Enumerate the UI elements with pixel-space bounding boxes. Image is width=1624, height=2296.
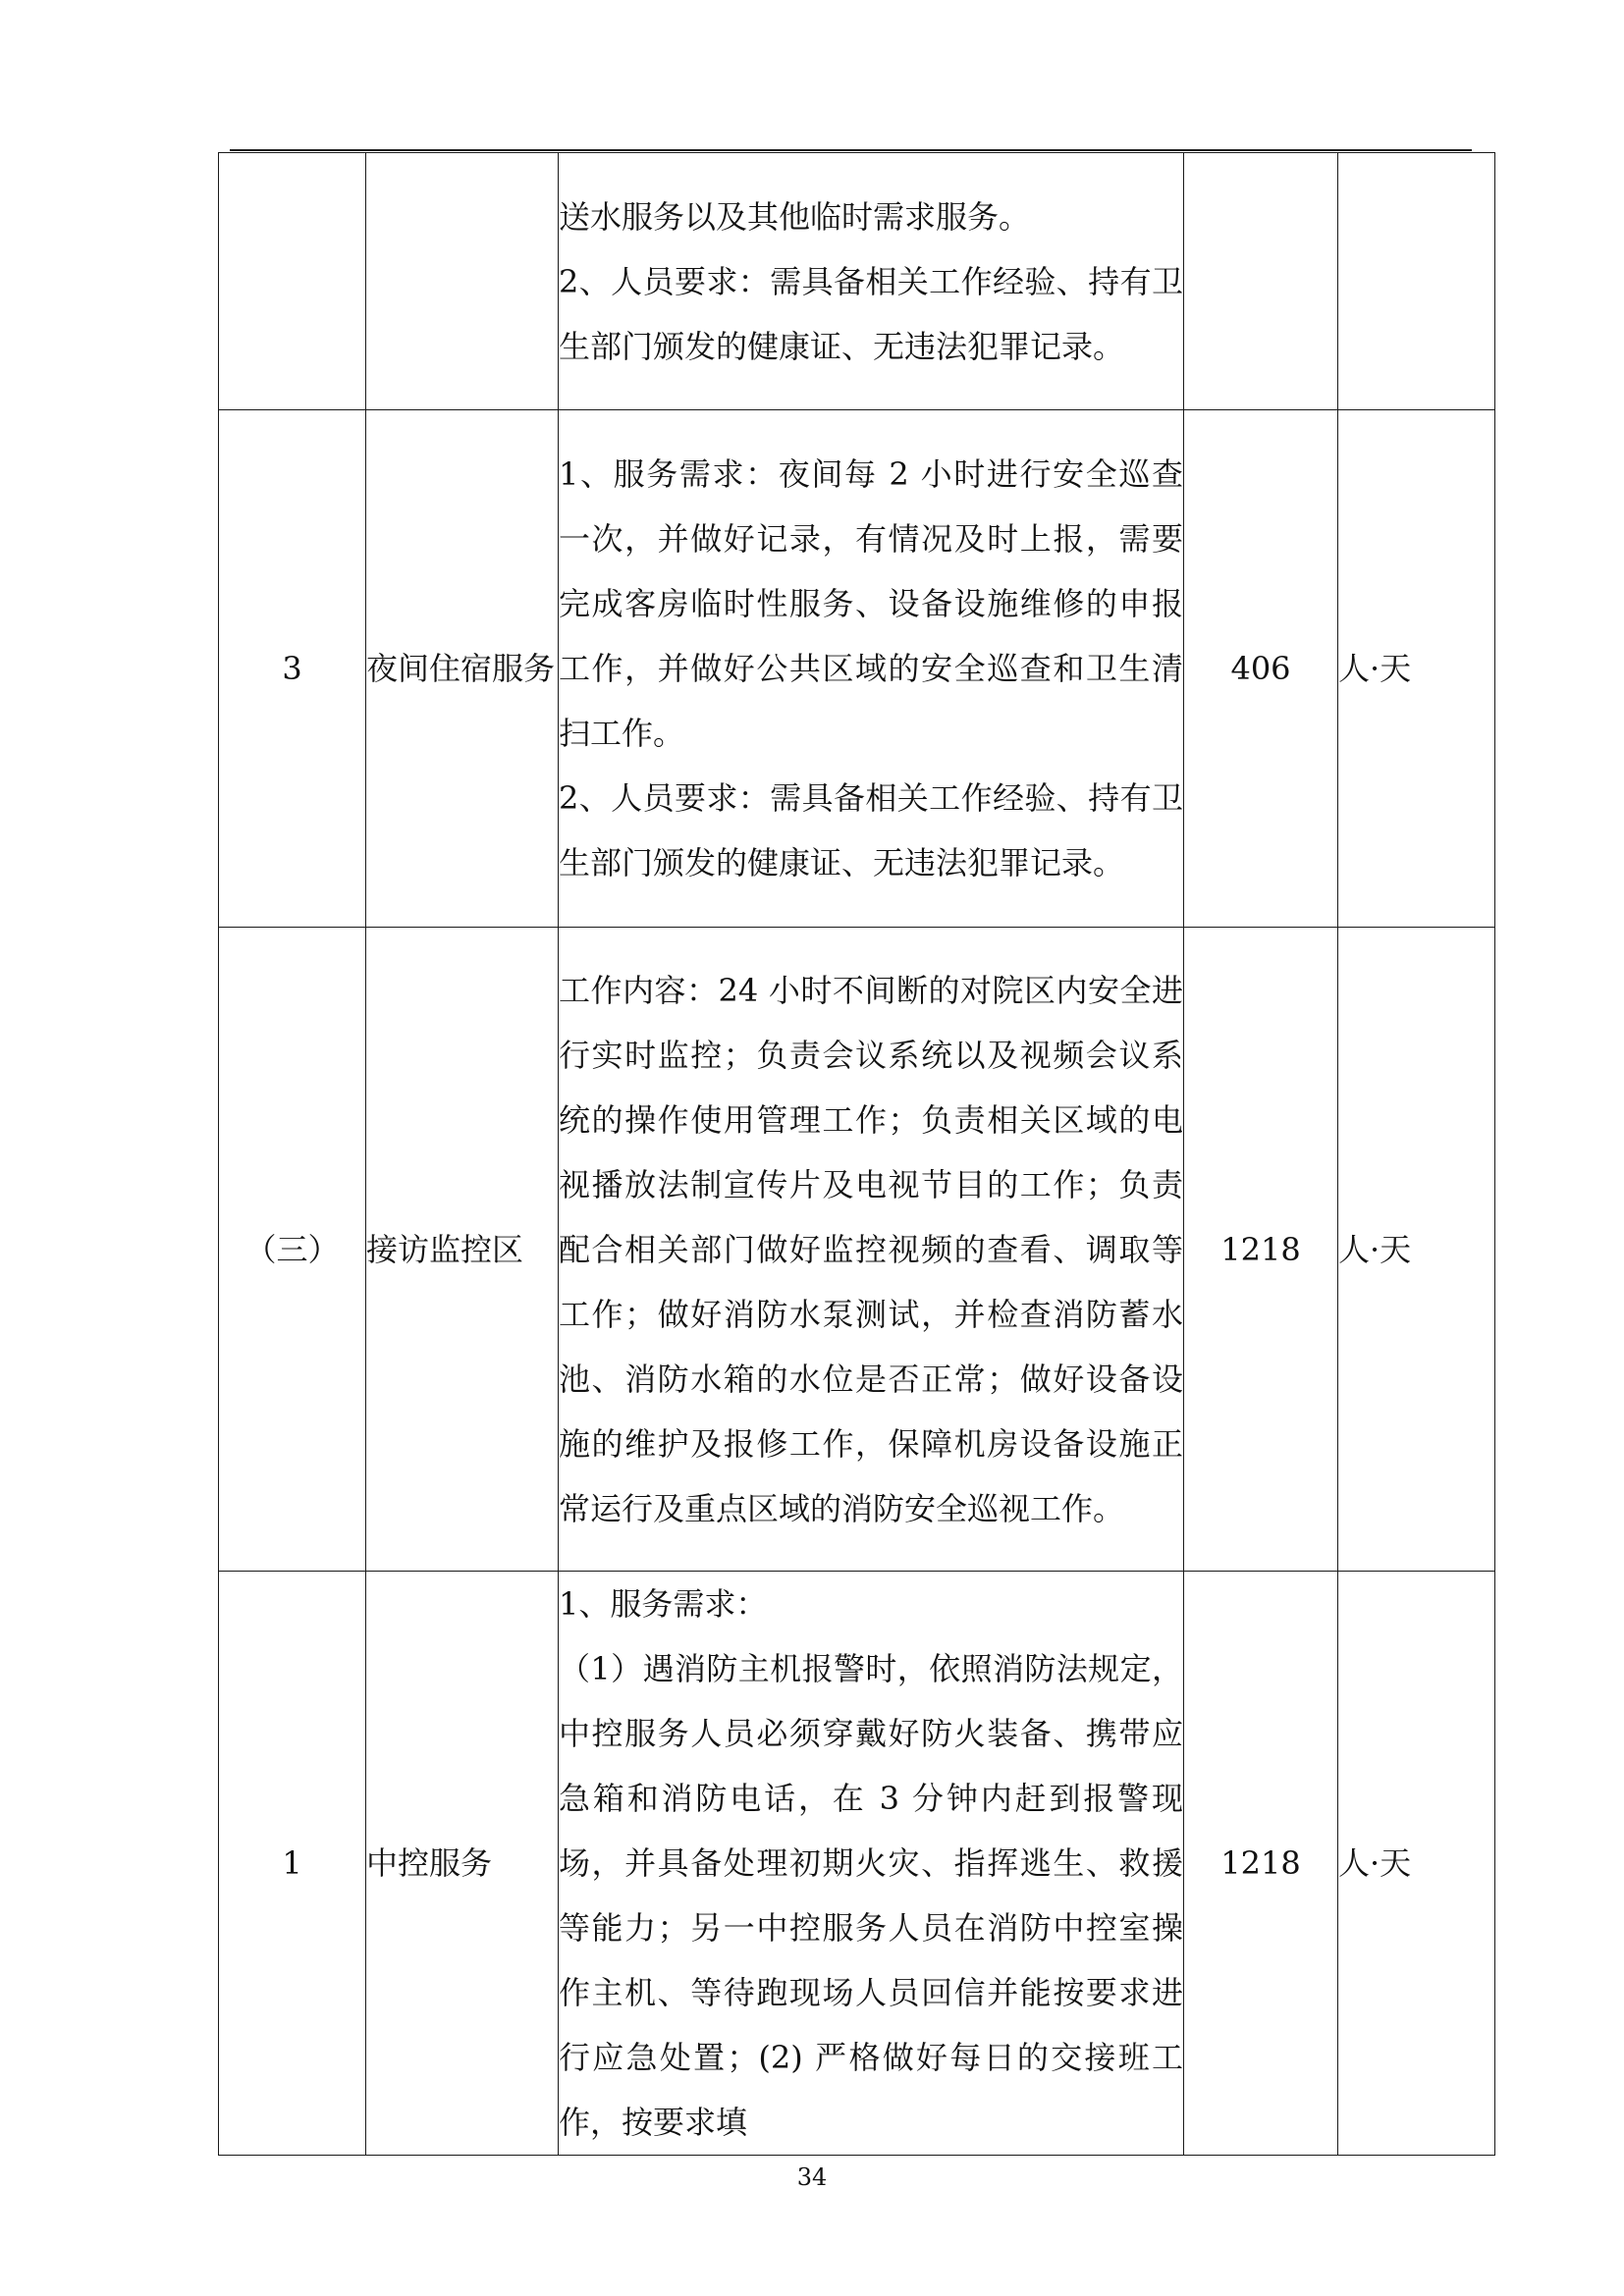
service-name-cell	[366, 153, 559, 410]
service-content-cell	[559, 410, 1184, 928]
content-paragraph: （1）遇消防主机报警时，依照消防法规定，中控服务人员必须穿戴好防火装备、携带应急箱和消防电话，在 3 分钟内赶到报警现场，并具备处理初期火灾、指挥逃生、救援等能力；另一中控服务人员在消防中控室操作主机、等待跑现场人员回信并能按要求进行应急处置；(2) 严格做好每日的交接班工作，按要求填	[559, 1650, 1183, 2141]
content-paragraph: 工作内容：24 小时不间断的对院区内安全进行实时监控；负责会议系统以及视频会议系统的操作使用管理工作；负责相关区域的电视播放法制宣传片及电视节目的工作；负责配合相关部门做好监控视频的查看、调取等工作；做好消防水泵测试，并检查消防蓄水池、消防水箱的水位是否正常；做好设备设施的维护及报修工作，保障机房设备设施正常运行及重点区域的消防安全巡视工作。	[559, 971, 1183, 1527]
row-index-cell: （三）	[219, 928, 366, 1572]
service-content-cell	[559, 1572, 1184, 2156]
unit-text: 人·天	[1338, 1844, 1412, 1882]
service-content-cell	[559, 153, 1184, 410]
content-paragraph: 送水服务以及其他临时需求服务。	[559, 197, 1031, 236]
quantity-cell	[1184, 153, 1338, 410]
unit-cell	[1338, 1572, 1495, 2156]
service-content-cell	[559, 928, 1184, 1572]
quantity-cell: 1218	[1184, 928, 1338, 1572]
service-name-cell: 中控服务	[366, 1572, 559, 2156]
row-index-cell: 3	[219, 410, 366, 928]
content-paragraph: 2、人员要求：需具备相关工作经验、持有卫生部门颁发的健康证、无违法犯罪记录。	[559, 779, 1183, 881]
table-row	[219, 153, 1495, 410]
table-row	[219, 410, 1495, 928]
row-index-cell	[219, 153, 366, 410]
quantity-cell: 1218	[1184, 1572, 1338, 2156]
content-paragraph: 1、服务需求：	[559, 1585, 768, 1623]
table-row	[219, 1572, 1495, 2156]
header-rule	[230, 149, 1472, 151]
service-name-cell: 夜间住宿服务	[366, 410, 559, 928]
content-paragraph: 2、人员要求：需具备相关工作经验、持有卫生部门颁发的健康证、无违法犯罪记录。	[559, 262, 1183, 365]
table-row	[219, 928, 1495, 1572]
unit-text: 人·天	[1338, 1230, 1412, 1268]
quantity-cell: 406	[1184, 410, 1338, 928]
unit-cell	[1338, 928, 1495, 1572]
page-number: 34	[796, 2163, 828, 2191]
content-paragraph: 1、服务需求：夜间每 2 小时进行安全巡查一次，并做好记录，有情况及时上报，需要完成客房临时性服务、设备设施维修的申报工作，并做好公共区域的安全巡查和卫生清扫工作。	[559, 455, 1183, 752]
row-index-cell: 1	[219, 1572, 366, 2156]
service-requirements-table	[218, 152, 1495, 2156]
unit-text: 人·天	[1338, 650, 1412, 687]
service-name-cell: 接访监控区	[366, 928, 559, 1572]
unit-cell	[1338, 410, 1495, 928]
unit-cell	[1338, 153, 1495, 410]
